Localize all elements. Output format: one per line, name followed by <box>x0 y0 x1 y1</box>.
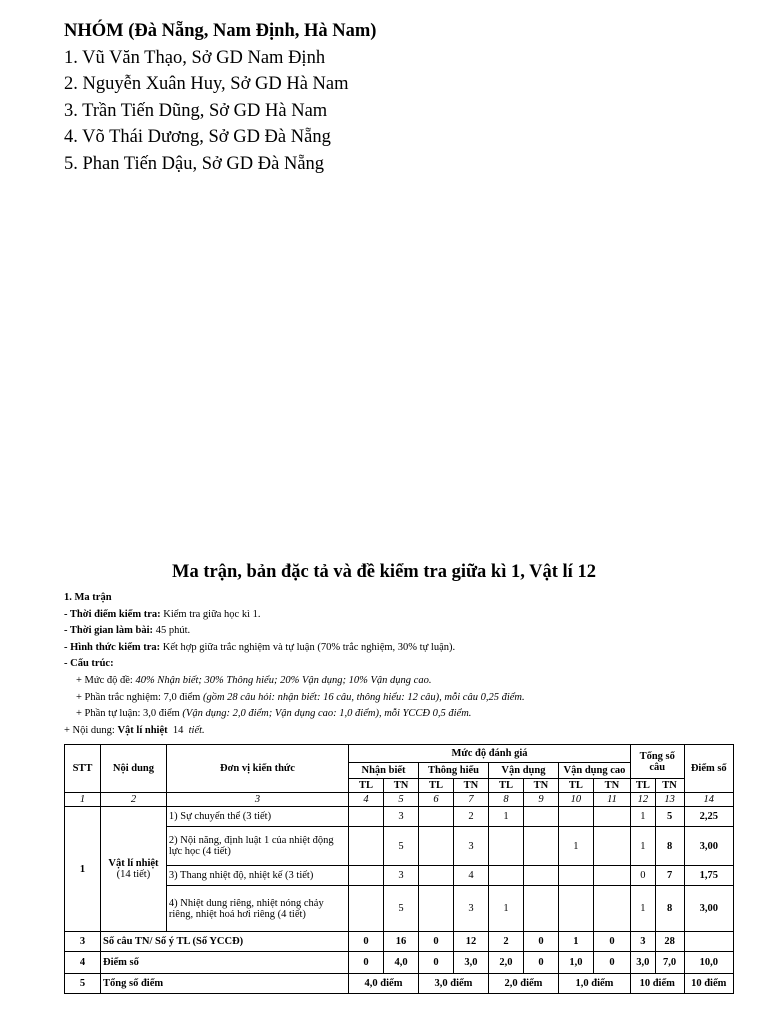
content-value: Vật lí nhiệt <box>117 724 168 736</box>
cell: 0 <box>419 932 454 952</box>
content-label: + Nội dung: <box>64 724 118 736</box>
header-level-3: Vận dụng <box>488 763 558 779</box>
level-value: 40% Nhận biết; 30% Thông hiểu; 20% Vận dụng; 10% Vận dụng cao. <box>135 674 432 686</box>
row-stt: 3 <box>65 932 101 952</box>
cell: 1 <box>558 932 593 952</box>
cell: 0 <box>631 866 656 886</box>
header-level: Mức độ đánh giá <box>349 745 631 763</box>
header-unit: Đơn vị kiến thức <box>166 745 348 793</box>
table-row-score <box>65 952 734 974</box>
header-content: Nội dung <box>101 745 167 793</box>
column-index: 14 <box>684 793 734 807</box>
score-cell: 3,00 <box>684 827 734 866</box>
cell <box>523 827 558 866</box>
cell: 2 <box>453 807 488 827</box>
cell: 1 <box>631 886 656 932</box>
unit-cell: 2) Nội năng, định luật 1 của nhiệt động lực học (4 tiết) <box>166 827 348 866</box>
column-index: 4 <box>349 793 384 807</box>
cell: 5 <box>384 886 419 932</box>
cell: 0 <box>523 952 558 974</box>
cell: 5 <box>384 827 419 866</box>
cell: 3 <box>453 886 488 932</box>
form-value: Kết hợp giữa trắc nghiệm và tự luận (70% trắc nghiệm, 30% tự luận). <box>160 641 456 653</box>
row-stt: 4 <box>65 952 101 974</box>
level-label: + Mức độ đề: <box>76 674 136 686</box>
topic-cell <box>101 807 167 932</box>
row-stt: 5 <box>65 974 101 994</box>
column-index: 5 <box>384 793 419 807</box>
header-level-4: Vận dụng cao <box>558 763 630 779</box>
essay-value: (Vận dụng: 2,0 điểm; Vận dụng cao: 1,0 điểm), mỗi YCCĐ 0,5 điểm. <box>182 708 472 720</box>
cell <box>593 886 630 932</box>
column-index: 6 <box>419 793 454 807</box>
cell <box>558 866 593 886</box>
cell: 3 <box>384 866 419 886</box>
column-index: 11 <box>593 793 630 807</box>
cell: 4,0 <box>384 952 419 974</box>
cell <box>684 932 734 952</box>
header-tn: TN <box>523 779 558 793</box>
header-score: Điểm số <box>684 745 734 793</box>
time-label: - Thời điểm kiểm tra: <box>64 608 161 620</box>
cell: 0 <box>523 932 558 952</box>
group-header <box>64 18 376 177</box>
column-index: 1 <box>65 793 101 807</box>
form-label: - Hình thức kiểm tra: <box>64 641 161 653</box>
cell: 3,0 <box>453 952 488 974</box>
row-label: Tổng số điểm <box>101 974 349 994</box>
cell: 1,0 <box>558 952 593 974</box>
cell <box>523 866 558 886</box>
content-count: 14 <box>167 724 189 736</box>
cell: 1 <box>631 807 656 827</box>
member-3: 3. Trần Tiến Dũng, Sở GD Hà Nam <box>64 100 328 121</box>
cell: 0 <box>349 932 384 952</box>
member-1: 1. Vũ Văn Thạo, Sở GD Nam Định <box>64 47 326 68</box>
document-title: Ma trận, bản đặc tả và đề kiểm tra giữa kì 1, Vật lí 12 <box>172 562 596 582</box>
unit-cell: 3) Thang nhiệt độ, nhiệt kế (3 tiết) <box>166 866 348 886</box>
header-tl: TL <box>349 779 384 793</box>
column-index: 13 <box>655 793 684 807</box>
score-cell: 1,75 <box>684 866 734 886</box>
cell: 2,0 điểm <box>488 974 558 994</box>
cell: 12 <box>453 932 488 952</box>
cell: 4 <box>453 866 488 886</box>
row-label: Số câu TN/ Số ý TL (Số YCCĐ) <box>101 932 349 952</box>
section-heading: 1. Ma trận <box>64 592 112 603</box>
column-index: 2 <box>101 793 167 807</box>
cell: 0 <box>593 932 630 952</box>
cell <box>349 827 384 866</box>
header-tn: TN <box>384 779 419 793</box>
cell <box>349 866 384 886</box>
header-tl: TL <box>558 779 593 793</box>
cell: 8 <box>655 886 684 932</box>
cell: 1 <box>558 827 593 866</box>
score-cell: 2,25 <box>684 807 734 827</box>
cell: 16 <box>384 932 419 952</box>
cell: 3,0 <box>631 952 656 974</box>
table-row <box>65 807 734 827</box>
cell <box>349 807 384 827</box>
score-cell: 3,00 <box>684 886 734 932</box>
mc-value: (gồm 28 câu hỏi: nhận biết: 16 câu, thông hiểu: 12 câu), mỗi câu 0,25 điểm. <box>202 691 525 703</box>
cell: 0 <box>593 952 630 974</box>
cell <box>523 807 558 827</box>
time-value: Kiểm tra giữa học kì 1. <box>160 608 261 620</box>
cell: 5 <box>655 807 684 827</box>
cell: 4,0 điểm <box>349 974 419 994</box>
cell: 0 <box>419 952 454 974</box>
member-5: 5. Phan Tiến Dậu, Sở GD Đà Nẵng <box>64 153 325 174</box>
cell: 1 <box>631 827 656 866</box>
cell: 1,0 điểm <box>558 974 630 994</box>
cell: 0 <box>349 952 384 974</box>
cell <box>593 827 630 866</box>
member-2: 2. Nguyễn Xuân Huy, Sở GD Hà Nam <box>64 74 349 94</box>
content-unit: tiết. <box>188 724 205 736</box>
header-tn: TN <box>593 779 630 793</box>
row-label: Điểm số <box>101 952 349 974</box>
column-index: 10 <box>558 793 593 807</box>
column-index: 8 <box>488 793 523 807</box>
exam-info <box>64 590 525 739</box>
cell <box>593 866 630 886</box>
duration-value: 45 phút. <box>153 625 191 637</box>
cell: 1 <box>488 886 523 932</box>
cell <box>419 807 454 827</box>
topic-name: Vật lí nhiệt <box>108 858 159 869</box>
cell <box>419 866 454 886</box>
cell: 7 <box>655 866 684 886</box>
cell: 10 điểm <box>684 974 734 994</box>
header-tn: TN <box>655 779 684 793</box>
header-level-2: Thông hiểu <box>419 763 489 779</box>
header-tn: TN <box>453 779 488 793</box>
cell: 10,0 <box>684 952 734 974</box>
topic-periods: (14 tiết) <box>116 869 151 880</box>
header-tl: TL <box>488 779 523 793</box>
row-stt: 1 <box>65 807 101 932</box>
column-index: 3 <box>166 793 348 807</box>
cell <box>349 886 384 932</box>
header-total: Tổng số câu <box>631 745 685 779</box>
cell: 3 <box>631 932 656 952</box>
table-row-total <box>65 974 734 994</box>
header-level-1: Nhận biết <box>349 763 419 779</box>
header-tl: TL <box>631 779 656 793</box>
cell <box>488 827 523 866</box>
cell <box>419 827 454 866</box>
group-title: NHÓM (Đà Nẵng, Nam Định, Hà Nam) <box>64 21 377 41</box>
column-index: 9 <box>523 793 558 807</box>
cell: 7,0 <box>655 952 684 974</box>
cell <box>488 866 523 886</box>
member-4: 4. Võ Thái Dương, Sở GD Đà Nẵng <box>64 127 331 147</box>
header-tl: TL <box>419 779 454 793</box>
cell: 3,0 điểm <box>419 974 489 994</box>
cell: 1 <box>488 807 523 827</box>
cell <box>419 886 454 932</box>
cell: 3 <box>384 807 419 827</box>
cell: 8 <box>655 827 684 866</box>
cell: 3 <box>453 827 488 866</box>
header-stt: STT <box>65 745 101 793</box>
cell <box>593 807 630 827</box>
structure-label: - Cấu trúc: <box>64 658 114 670</box>
column-index: 12 <box>631 793 656 807</box>
column-index-row <box>65 793 734 807</box>
matrix-table <box>64 744 734 994</box>
cell: 28 <box>655 932 684 952</box>
unit-cell: 1) Sự chuyển thể (3 tiết) <box>166 807 348 827</box>
cell <box>558 886 593 932</box>
duration-label: - Thời gian làm bài: <box>64 625 154 637</box>
essay-label: + Phần tự luận: 3,0 điểm <box>76 708 183 720</box>
column-index: 7 <box>453 793 488 807</box>
cell: 2,0 <box>488 952 523 974</box>
cell <box>523 886 558 932</box>
cell: 10 điểm <box>631 974 685 994</box>
cell <box>558 807 593 827</box>
unit-cell: 4) Nhiệt dung riêng, nhiệt nóng chảy riêng, nhiệt hoá hơi riêng (4 tiết) <box>166 886 348 932</box>
cell: 2 <box>488 932 523 952</box>
table-row-count <box>65 932 734 952</box>
mc-label: + Phần trắc nghiệm: 7,0 điểm <box>76 691 203 703</box>
